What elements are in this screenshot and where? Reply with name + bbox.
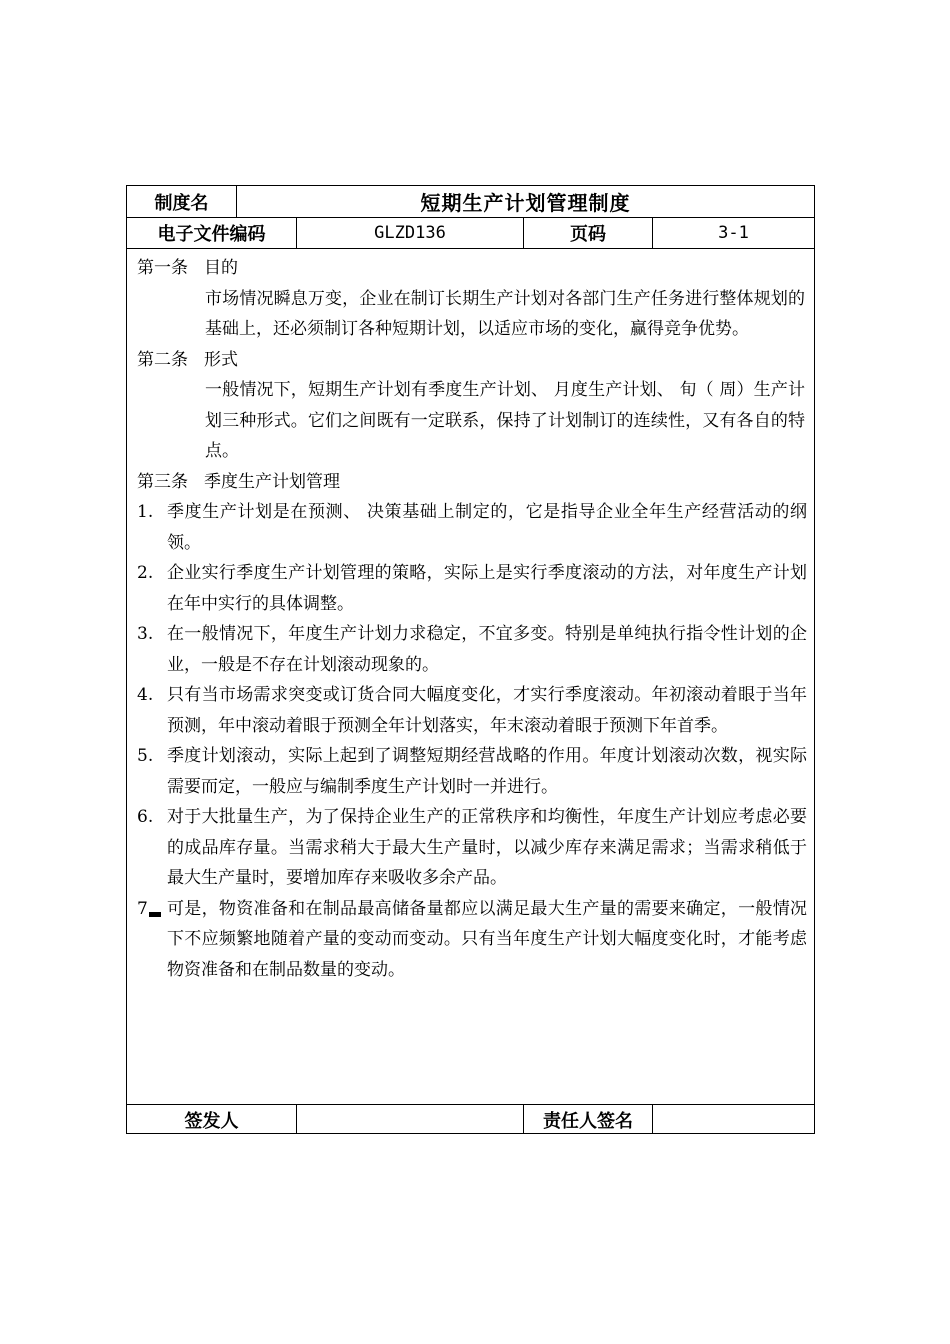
list-item-number: 5. [137, 746, 154, 766]
list-item-text: 只有当市场需求突变或订货合同大幅度变化，才实行季度滚动。年初滚动着眼于当年预测，年中滚动着眼于预测全年计划落实，年末滚动着眼于预测下年首季。 [167, 685, 807, 736]
name-label: 制度名 [127, 186, 237, 217]
issuer-field[interactable] [297, 1105, 524, 1134]
page-value: 3-1 [718, 223, 749, 243]
list-item [137, 619, 807, 680]
article-3-title: 季度生产计划管理 [204, 471, 340, 492]
list-item [137, 802, 807, 894]
list-item-number: 1. [137, 502, 154, 522]
article-2-title: 形式 [204, 349, 238, 370]
responsible-signature-field[interactable] [653, 1105, 814, 1134]
list-item-number-text: 7 [137, 898, 148, 919]
code-row [127, 218, 814, 249]
page-label: 页码 [524, 218, 653, 248]
list-item [137, 558, 807, 619]
regulation-body [127, 249, 814, 1104]
list-item-text: 可是，物资准备和在制品最高储备量都应以满足最大生产量的需要来确定，一般情况下不应频繁地随着产量的变动而变动。只有当年度生产计划大幅度变化时，才能考虑物资准备和在制品数量的变动。 [167, 898, 807, 980]
article-2-heading [137, 345, 807, 376]
list-item [137, 680, 807, 741]
list-item-number-7 [137, 894, 162, 925]
article-2-text: 一般情况下，短期生产计划有季度生产计划、 月度生产计划、 旬（ 周）生产计划三种形式。它们之间既有一定联系，保持了计划制订的连续性，又有各自的特点。 [205, 380, 805, 461]
list-item-number: 2. [137, 563, 154, 583]
list-item-text: 在一般情况下，年度生产计划力求稳定，不宜多变。特别是单纯执行指令性计划的企业，一般是不存在计划滚动现象的。 [167, 624, 807, 675]
list-item [137, 894, 807, 986]
signature-row [127, 1104, 814, 1134]
list-item-text: 对于大批量生产，为了保持企业生产的正常秩序和均衡性，年度生产计划应考虑必要的成品库存量。当需求稍大于最大生产量时，以减少库存来满足需求；当需求稍低于最大生产量时，要增加库存来吸收多余产品。 [167, 807, 807, 888]
list-item-text: 企业实行季度生产计划管理的策略，实际上是实行季度滚动的方法，对年度生产计划在年中实行的具体调整。 [167, 563, 807, 614]
regulation-text [137, 253, 807, 985]
article-3-number: 第三条 [137, 471, 188, 492]
responsible-signature-label: 责任人签名 [524, 1105, 653, 1134]
issuer-label: 签发人 [127, 1105, 297, 1134]
file-code-value: GLZD136 [297, 218, 524, 248]
list-item-number: 3. [137, 624, 154, 644]
list-item [137, 497, 807, 558]
regulation-form [126, 185, 815, 1134]
article-3-heading [137, 467, 807, 498]
list-item-number: 6. [137, 807, 154, 827]
article-2-number: 第二条 [137, 349, 188, 370]
list-item-number: 4. [137, 685, 154, 705]
list-item-text: 季度生产计划是在预测、 决策基础上制定的，它是指导企业全年生产经营活动的纲领。 [167, 502, 807, 553]
file-code-label: 电子文件编码 [127, 218, 297, 248]
title-row [127, 186, 814, 218]
underscore-mark [149, 912, 161, 917]
list-item-text: 季度计划滚动，实际上起到了调整短期经营战略的作用。年度计划滚动次数，视实际需要而定，一般应与编制季度生产计划时一并进行。 [167, 746, 807, 797]
article-1-title: 目的 [204, 258, 238, 278]
document-title: 短期生产计划管理制度 [420, 191, 631, 215]
article-1-text: 市场情况瞬息万变，企业在制订长期生产计划对各部门生产任务进行整体规划的基础上，还必须制订各种短期计划，以适应市场的变化，赢得竞争优势。 [205, 288, 805, 339]
article-1-heading [137, 253, 807, 284]
article-1-number: 第一条 [137, 258, 188, 278]
list-item [137, 741, 807, 802]
